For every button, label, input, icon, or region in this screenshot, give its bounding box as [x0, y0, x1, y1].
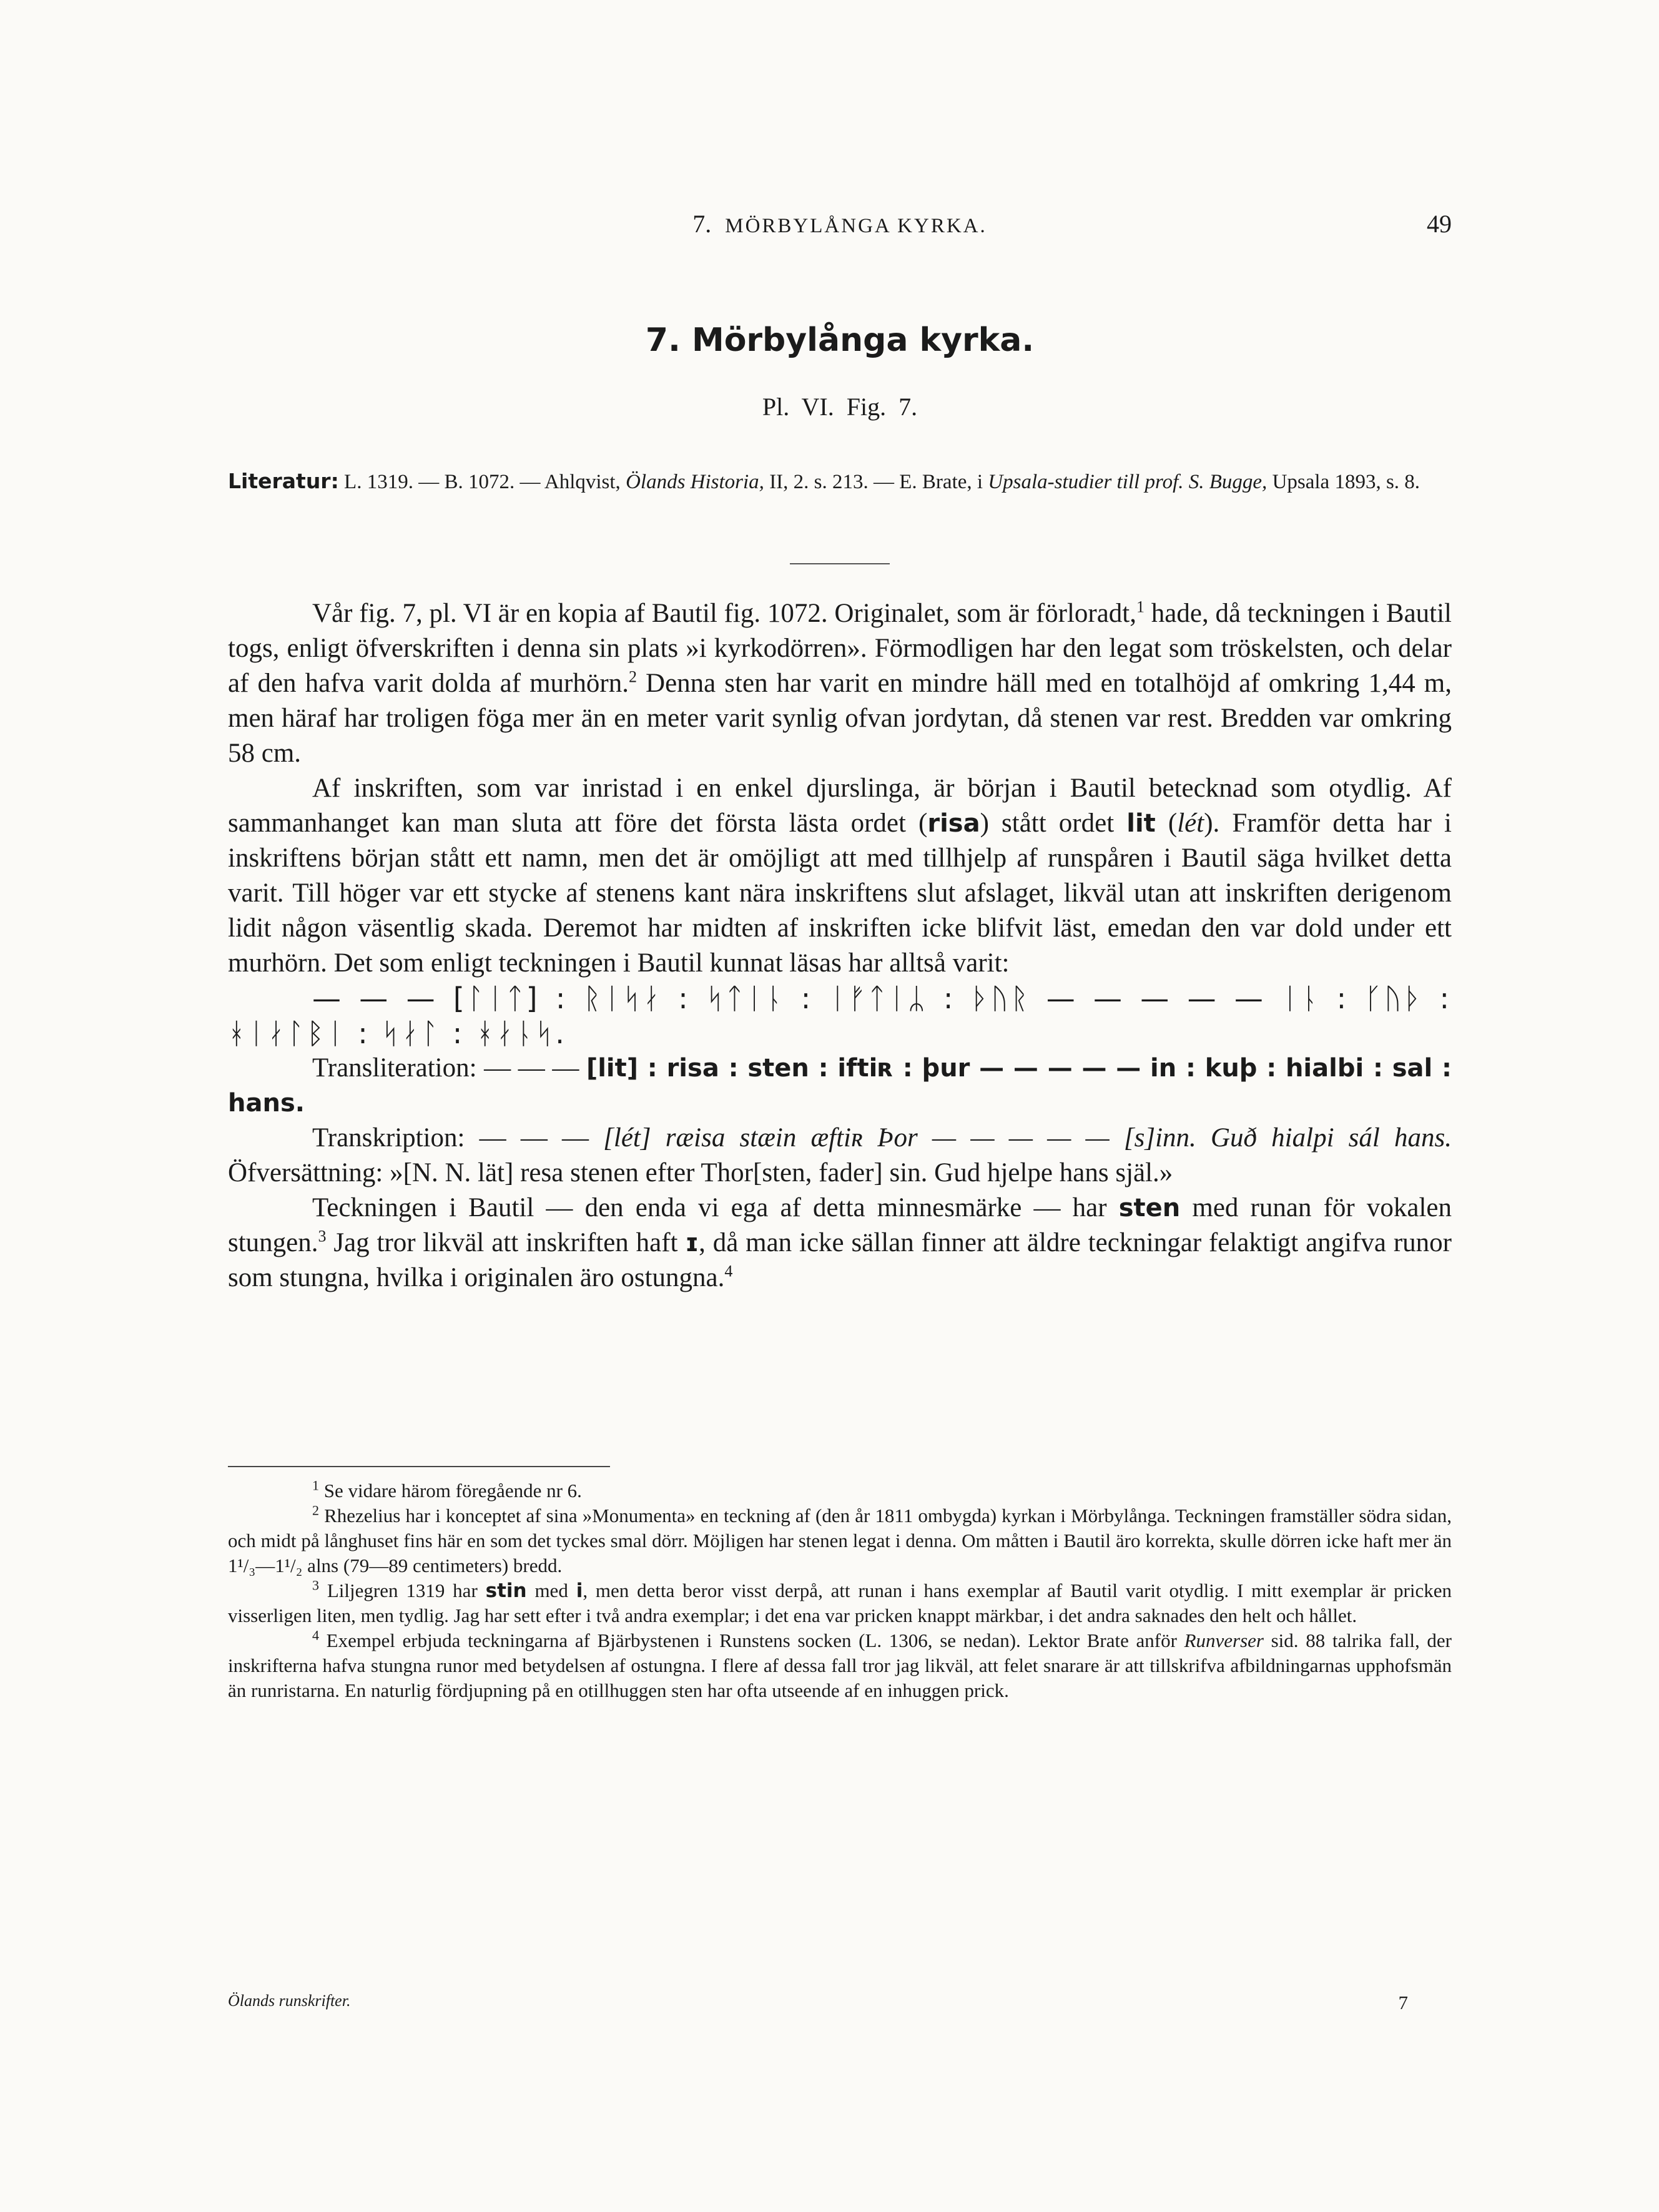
lit-text-2: II, 2. s. 213. — E. Brate, i — [764, 471, 988, 493]
p2-text-3: ( — [1155, 809, 1178, 838]
footnote-2 — [228, 1503, 1452, 1578]
lit-italic-2: Upsala-studier till prof. S. Bugge, — [988, 471, 1268, 493]
footnote-4-italic: Runverser — [1184, 1630, 1264, 1651]
footnote-3-mark: 3 — [312, 1577, 319, 1593]
p3-text-1: Teckningen i Bautil — den enda vi ega af detta minnesmärke — har — [312, 1193, 1119, 1222]
footnote-1-text: Se vidare härom föregående nr 6. — [319, 1480, 582, 1502]
footnote-3-text-3: , men detta beror visst derpå, att runan i hans exemplar af Bautil varit otydlig. I mitt exemplar är pricken visserligen liten, men tydlig. Jag har sett efter i två andra exemplar; i det ena var pricken knappt märkbar, i det andra saknades den helt och hållet. — [228, 1580, 1452, 1626]
plate-reference: Pl. VI. Fig. 7. — [762, 393, 918, 421]
footnote-ref-2: 2 — [628, 667, 637, 686]
p3-text-4: , då man icke sällan finner att äldre teckningar felaktigt angifva runor som stungna, hvilka i originalen äro ostungna. — [228, 1228, 1452, 1292]
footnote-4-mark: 4 — [312, 1627, 319, 1643]
lit-text-1: L. 1319. — B. 1072. — Ahlqvist, — [338, 471, 626, 493]
running-head-title — [228, 209, 1452, 238]
footnote-3-text-1: Liljegren 1319 har — [319, 1580, 486, 1601]
transliteration — [228, 1051, 1452, 1121]
transliteration-label: Transliteration: — — — — [312, 1053, 586, 1083]
footnote-ref-1: 1 — [1136, 597, 1145, 616]
footnote-ref-3: 3 — [318, 1227, 327, 1246]
footnote-divider — [228, 1466, 610, 1467]
body-text — [228, 596, 1452, 1295]
p2-bold-lit: lit — [1126, 809, 1156, 838]
transkription-label: Transkription: — — — — [312, 1123, 604, 1153]
transkription — [228, 1121, 1452, 1191]
p1-text-2: hade, då teckningen i Bautil togs, enligt öfverskriften i denna sin plats »i kyrkodörren». Förmodligen har den legat som tröskelsten, och delar af den hafva varit dolda af murhörn. — [228, 599, 1452, 698]
footnote-3 — [228, 1578, 1452, 1628]
transliteration-text: [lit] : risa : sten : iftiʀ : þur — — — — — in : kuþ : hialbi : sal : hans. — [228, 1054, 1452, 1118]
signature-title: Ölands runskrifter. — [228, 1992, 351, 2010]
runic-inscription: — — — [ᛚᛁᛏ] : ᚱᛁᛋᛅ : ᛋᛏᛁᚿ : ᛁᚠᛏᛁᛦ : ᚦᚢᚱ — — — — — ᛁᚿ : ᚴᚢᚦ : ᚼᛁᛅᛚᛒᛁ : ᛋᛅᛚ : ᚼᛅᚿᛋ. — [228, 981, 1452, 1050]
signature-number: 7 — [1398, 1992, 1408, 2013]
lit-italic-1: Ölands Historia, — [626, 471, 764, 493]
literature-references — [228, 466, 1452, 498]
p1-text-1: Vår fig. 7, pl. VI är en kopia af Bautil fig. 1072. Originalet, som är förloradt, — [312, 599, 1137, 628]
footnote-4-text-1: Exempel erbjuda teckningarna af Bjärbystenen i Runstens socken (L. 1306, se nedan). Lektor Brate anför — [319, 1630, 1184, 1651]
footnote-2-mark: 2 — [312, 1502, 319, 1518]
running-head — [228, 209, 1452, 247]
translation-text: Öfversättning: »[N. N. lät] resa stenen efter Thor[sten, fader] sin. Gud hjelpe hans själ.» — [228, 1158, 1173, 1187]
lit-text-3: Upsala 1893, s. 8. — [1267, 471, 1420, 493]
footnote-1-mark: 1 — [312, 1477, 319, 1493]
p3-text-2: med runan för vokalen stungen. — [228, 1193, 1452, 1257]
footnotes — [228, 1478, 1452, 1703]
document-page — [228, 0, 1452, 2212]
footnote-ref-4: 4 — [724, 1262, 733, 1281]
page-number: 49 — [1427, 210, 1452, 238]
footnote-4 — [228, 1628, 1452, 1703]
p3-bold-sten: sten — [1118, 1194, 1181, 1222]
footnote-4-text-2: sid. 88 talrika fall, der inskrifterna hafva stungna runor med betydelsen af ostungna. I flere af dessa fall tror jag likväl, att felet snarare är att tillskrifva afbildningarnas upphofsmän än runristarna. En naturlig fördjupning på en otillhuggen sten har ofta utseende af en inhuggen prick. — [228, 1630, 1452, 1701]
section-title: 7. Mörbylånga kyrka. — [645, 322, 1035, 359]
p3-bold-rune: ɪ — [685, 1229, 699, 1257]
literature-label: Literatur: — [228, 469, 339, 493]
transkription-text: [lét] ræisa stæin æftiʀ Þor — — — — — [s]inn. Guð hialpi sál hans. — [603, 1123, 1452, 1153]
paragraph-2 — [228, 771, 1452, 981]
running-head-number: 7. — [692, 210, 712, 238]
p1-text-3: Denna sten har varit en mindre häll med en totalhöjd af omkring 1,44 m, men häraf har troligen föga mer än en meter varit synlig ofvan jordytan, då stenen var rest. Bredden var omkring 58 cm. — [228, 669, 1452, 768]
footnote-3-bold-stin: stin — [485, 1580, 527, 1602]
paragraph-3 — [228, 1191, 1452, 1295]
p2-italic-let: lét — [1177, 809, 1204, 838]
p2-text-2: ) stått ordet — [980, 809, 1127, 838]
p2-bold-risa: risa — [927, 809, 980, 838]
p3-text-3: Jag tror likväl att inskriften haft — [326, 1228, 686, 1257]
p2-text-1: Af inskriften, som var inristad i en enkel djurslinga, är början i Bautil betecknad som otydlig. Af sammanhanget kan man sluta att före det första lästa ordet ( — [228, 774, 1452, 838]
footnote-1 — [228, 1478, 1452, 1503]
footnote-2-text: Rhezelius har i konceptet af sina »Monumenta» en teckning af (den år 1811 ombygda) kyrkan i Mörbylånga. Teckningen framställer södra sidan, och midt på långhuset fins här en som det tyckes smal dörr. Möjligen har stenen legat i denna. Om måtten i Bautil äro korrekta, skulle dörren icke haft mer än 1¹/₃—1¹/₂ alns (79—89 centimeters) bredd. — [228, 1505, 1452, 1576]
p2-text-4: ). Framför detta har i inskriftens början stått ett namn, men det är omöjligt att med tillhjelp af runspåren i Bautil säga hvilket detta varit. Till höger var ett stycke af stenens kant nära inskriftens slut afslaget, likväl utan att inskriften derigenom lidit någon väsentlig skada. Deremot har midten af inskriften icke blifvit läst, emedan den var dold under ett murhörn. Det som enligt teckningen i Bautil kunnat läsas har alltså varit: — [228, 809, 1452, 978]
section-divider — [790, 563, 890, 564]
paragraph-1 — [228, 596, 1452, 771]
footnote-3-text-2: med — [526, 1580, 576, 1601]
running-head-text: MÖRBYLÅNGA KYRKA. — [725, 215, 987, 237]
footnote-3-bold-i: i — [576, 1580, 583, 1602]
printer-signature — [228, 1992, 1452, 2017]
